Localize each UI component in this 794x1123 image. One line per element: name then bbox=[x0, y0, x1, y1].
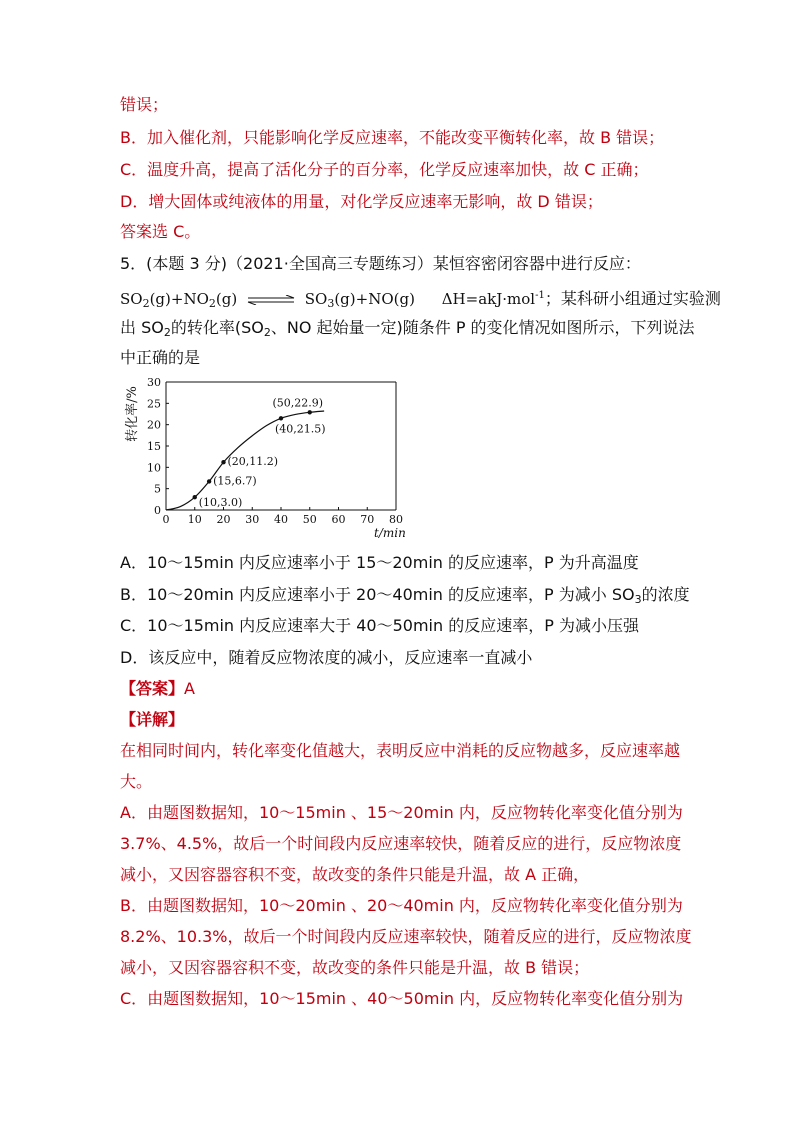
text-line: 中正确的是 bbox=[120, 348, 201, 367]
y-tick-label: 10 bbox=[147, 461, 161, 475]
detail-label: 【详解】 bbox=[120, 710, 185, 729]
text-line: 3.7%、4.5%，故后一个时间段内反应速率较快，随着反应的进行，反应物浓度 bbox=[120, 834, 682, 853]
text-line: C．温度升高，提高了活化分子的百分率，化学反应速率加快，故 C 正确； bbox=[120, 160, 649, 179]
x-tick-label: 50 bbox=[302, 513, 317, 526]
text-line: 8.2%、10.3%，故后一个时间段内反应速率较快，随着反应的进行，反应物浓度 bbox=[120, 927, 692, 946]
text-line: B．由题图数据知，10～20min 、20～40min 内，反应物转化率变化值分别为 bbox=[120, 896, 683, 915]
y-tick-label: 30 bbox=[147, 376, 161, 389]
data-label: (20,11.2) bbox=[227, 455, 279, 469]
x-tick-label: 70 bbox=[360, 513, 375, 526]
data-point bbox=[207, 479, 211, 483]
text-line: A．由题图数据知，10～15min 、15～20min 内，反应物转化率变化值分别为 bbox=[120, 803, 683, 822]
data-point bbox=[279, 416, 283, 420]
x-tick-label: 10 bbox=[187, 513, 202, 526]
y-axis-label: 转化率/% bbox=[125, 386, 140, 442]
y-tick-label: 20 bbox=[147, 418, 161, 432]
conversion-chart bbox=[120, 372, 410, 542]
y-tick-label: 5 bbox=[154, 482, 161, 496]
x-tick-label: 40 bbox=[274, 513, 288, 526]
equilibrium-arrow-icon bbox=[246, 295, 296, 305]
data-label: (40,21.5) bbox=[275, 422, 326, 436]
x-tick-label: 30 bbox=[245, 513, 260, 526]
y-tick-label: 25 bbox=[147, 397, 161, 411]
text-line: 减小，又因容器容积不变，故改变的条件只能是升温，故 B 错误； bbox=[120, 958, 590, 977]
text-line: 在相同时间内，转化率变化值越大，表明反应中消耗的反应物越多，反应速率越 bbox=[120, 741, 681, 760]
text-line: B．加入催化剂，只能影响化学反应速率，不能改变平衡转化率，故 B 错误； bbox=[120, 128, 665, 147]
text-line: 答案选 C。 bbox=[120, 222, 201, 241]
x-tick-label: 60 bbox=[331, 513, 346, 526]
data-point bbox=[308, 410, 312, 414]
text-line: C．由题图数据知，10～15min 、40～50min 内，反应物转化率变化值分别为 bbox=[120, 989, 684, 1008]
text-line: 大。 bbox=[120, 772, 153, 791]
y-tick-label: 0 bbox=[154, 504, 161, 517]
data-point bbox=[221, 460, 225, 464]
option-d: D．该反应中，随着反应物浓度的减小，反应速率一直减小 bbox=[120, 648, 533, 667]
text-line: 错误； bbox=[120, 95, 169, 114]
data-label: (50,22.9) bbox=[272, 396, 324, 410]
x-tick-label: 0 bbox=[162, 513, 170, 526]
data-label: (10,3.0) bbox=[198, 496, 243, 510]
equation-line: $SO_2(g)+NO_2(g)$ $SO_3(g)+NO(g)$ ΔH=akJ·mol$^{-1}$；某科研小组通过实验测 bbox=[120, 289, 721, 310]
x-tick-label: 20 bbox=[216, 513, 231, 526]
option-b: B．10～20min 内反应速率小于 20～40min 的反应速率，P 为减小 $SO_3$的浓度 bbox=[120, 585, 690, 606]
answer-line: 【答案】A bbox=[120, 679, 195, 698]
data-point bbox=[193, 495, 197, 499]
text-line: D．增大固体或纯液体的用量，对化学反应速率无影响，故 D 错误； bbox=[120, 192, 603, 211]
option-a: A．10～15min 内反应速率小于 15～20min 的反应速率，P 为升高温度 bbox=[120, 553, 639, 572]
question-header: 5．(本题 3 分)（2021·全国高三专题练习）某恒容密闭容器中进行反应： bbox=[120, 254, 641, 273]
option-c: C．10～15min 内反应速率大于 40～50min 的反应速率，P 为减小压强 bbox=[120, 616, 639, 635]
text-line: 减小，又因容器容积不变，故改变的条件只能是升温，故 A 正确， bbox=[120, 865, 590, 884]
data-label: (15,6.7) bbox=[213, 474, 257, 488]
x-tick-label: 80 bbox=[389, 513, 403, 526]
x-axis-label: t/min bbox=[374, 526, 406, 540]
y-tick-label: 15 bbox=[147, 440, 161, 453]
text-line: 出 $SO_2$的转化率($SO_2$、NO 起始量一定)随条件 P 的变化情况如图所示，下列说法 bbox=[120, 318, 695, 339]
